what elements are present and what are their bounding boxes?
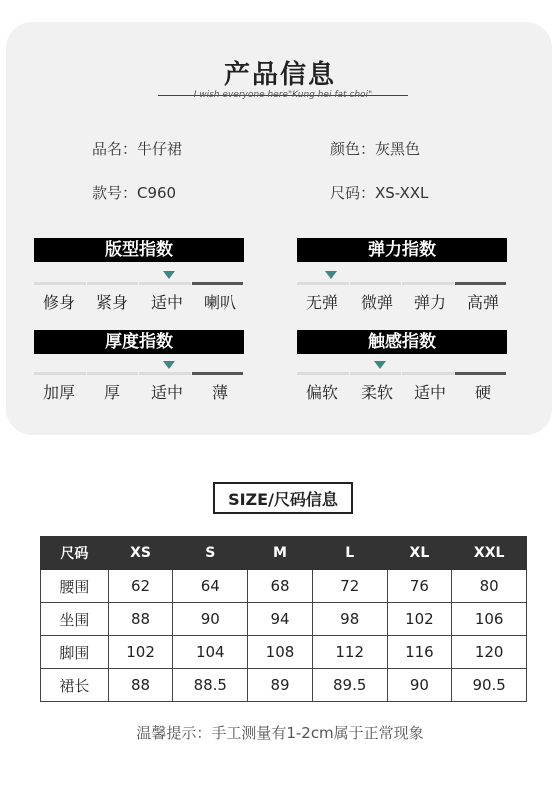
fit-index-label: 适中 <box>150 293 183 312</box>
table-row <box>41 636 527 669</box>
table-cell: 120 <box>452 636 527 669</box>
touch-index-label: 硬 <box>474 383 491 402</box>
table-cell: 106 <box>452 603 527 636</box>
elasticity-index-label: 微弹 <box>360 293 393 312</box>
thickness-index-label: 加厚 <box>42 383 75 402</box>
table-cell: 裙长 <box>41 669 109 702</box>
table-cell: 102 <box>387 603 452 636</box>
table-cell: 脚围 <box>41 636 109 669</box>
product-color: 颜色：灰黑色 <box>330 140 421 158</box>
touch-index-label: 偏软 <box>305 383 338 402</box>
fit-index-label: 紧身 <box>95 293 128 312</box>
fit-index-label: 喇叭 <box>203 293 236 312</box>
table-cell: 90 <box>173 603 248 636</box>
product-model: 款号：C960 <box>92 184 177 202</box>
thickness-index-label: 薄 <box>211 383 228 402</box>
table-row <box>41 570 527 603</box>
thickness-index-bar <box>34 372 244 375</box>
table-cell: 108 <box>248 636 313 669</box>
elasticity-index-marker <box>325 271 337 279</box>
table-cell: 88 <box>108 669 173 702</box>
table-cell: 76 <box>387 570 452 603</box>
size-table-header: S <box>173 537 248 570</box>
size-table-header: XL <box>387 537 452 570</box>
table-cell: 68 <box>248 570 313 603</box>
table-cell: 坐围 <box>41 603 109 636</box>
table-cell: 62 <box>108 570 173 603</box>
table-cell: 116 <box>387 636 452 669</box>
product-size-range: 尺码：XS-XXL <box>330 184 429 202</box>
table-cell: 88 <box>108 603 173 636</box>
table-cell: 94 <box>248 603 313 636</box>
touch-index-label: 柔软 <box>360 383 393 402</box>
product-name: 品名：牛仔裙 <box>92 140 183 158</box>
touch-index-marker <box>374 361 386 369</box>
thickness-index-label: 适中 <box>150 383 183 402</box>
table-cell: 89 <box>248 669 313 702</box>
elasticity-index-title: 弹力指数 <box>297 238 507 262</box>
elasticity-index-bar <box>297 282 507 285</box>
table-cell: 102 <box>108 636 173 669</box>
table-row <box>41 669 527 702</box>
size-table-header: L <box>312 537 387 570</box>
product-info-title: 产品信息 <box>223 60 336 90</box>
table-cell: 腰围 <box>41 570 109 603</box>
size-info-title: SIZE/尺码信息 <box>213 482 353 514</box>
size-table-header: XXL <box>452 537 527 570</box>
fit-index-marker <box>163 271 175 279</box>
thickness-index-title: 厚度指数 <box>34 330 244 354</box>
size-table-header: XS <box>108 537 173 570</box>
table-cell: 72 <box>312 570 387 603</box>
size-table-header: M <box>248 537 313 570</box>
thickness-index-label: 厚 <box>103 383 120 402</box>
size-table-header-row <box>41 537 527 570</box>
touch-index-bar <box>297 372 507 375</box>
table-cell: 80 <box>452 570 527 603</box>
size-table <box>40 536 527 702</box>
measurement-note: 温馨提示：手工测量有1-2cm属于正常现象 <box>136 724 424 742</box>
size-table-header: 尺码 <box>41 537 109 570</box>
elasticity-index-label: 无弹 <box>305 293 338 312</box>
table-cell: 88.5 <box>173 669 248 702</box>
elasticity-index-label: 弹力 <box>413 293 446 312</box>
table-cell: 104 <box>173 636 248 669</box>
table-row <box>41 603 527 636</box>
fit-index-bar <box>34 282 244 285</box>
fit-index-title: 版型指数 <box>34 238 244 262</box>
touch-index-title: 触感指数 <box>297 330 507 354</box>
fit-index-label: 修身 <box>42 293 75 312</box>
table-cell: 89.5 <box>312 669 387 702</box>
touch-index-label: 适中 <box>413 383 446 402</box>
elasticity-index-label: 高弹 <box>466 293 499 312</box>
table-cell: 112 <box>312 636 387 669</box>
product-info-subtitle: I wish everyone here"Kung hei fat choi" <box>193 90 373 100</box>
table-cell: 98 <box>312 603 387 636</box>
table-cell: 90.5 <box>452 669 527 702</box>
table-cell: 90 <box>387 669 452 702</box>
table-cell: 64 <box>173 570 248 603</box>
thickness-index-marker <box>163 361 175 369</box>
